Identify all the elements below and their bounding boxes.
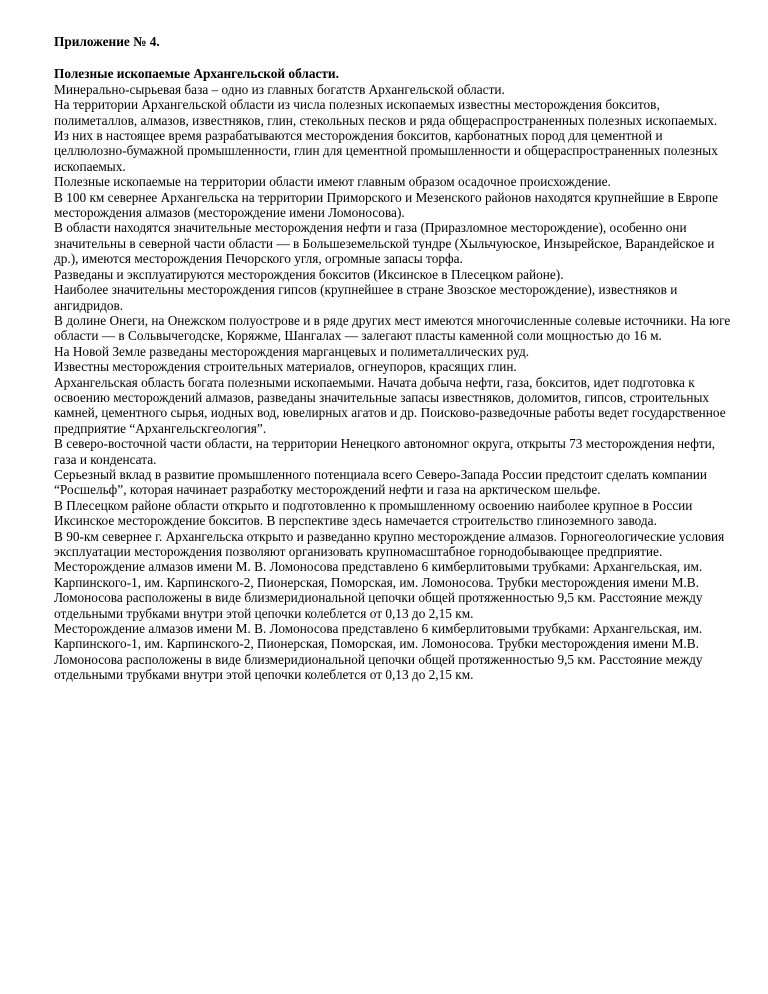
paragraph: В северо-восточной части области, на территории Ненецкого автономног округа, открыты 73 месторождения нефти, газа и конденсата. bbox=[54, 436, 716, 467]
paragraph: Полезные ископаемые на территории области имеют главным образом осадочное происхождение. bbox=[54, 174, 611, 190]
paragraph: Из них в настоящее время разрабатываются месторождения бокситов, карбонатных пород для цементной и целлюлозно-бумажной промышленности, глин для цементной промышленности и общераспространенных полезных ископаемых. bbox=[54, 128, 718, 174]
paragraph: В 100 км севернее Архангельска на территории Приморского и Мезенского районов находятся крупнейшие в Европе месторождения алмазов (месторождение имени Ломоносова). bbox=[54, 189, 718, 221]
paragraph: Наиболее значительны месторождения гипсов (крупнейшее в стране Звозское месторождение), известняков и ангидридов. bbox=[54, 282, 678, 313]
appendix-label: Приложение № 4. bbox=[54, 34, 160, 49]
paragraph: В Плесецком районе области открыто и подготовленно к промышленному освоению наиболее крупное в России Иксинское месторождение бокситов. В перспективе здесь намечается строительство глиноземного завода. bbox=[54, 497, 693, 529]
paragraph: В области находятся значительные месторождения нефти и газа (Приразломное месторождение), особенно они значительны в северной части области — в Большеземельской тундре (Хыльчуюское, Инзырейское, Варандейское и др.), имеются месторождения Печорского угля, огромные запасы торфа. bbox=[54, 220, 715, 267]
paragraph: Месторождение алмазов имени М. В. Ломоносова представлено 6 кимберлитовыми трубками: Архангельская, им. Карпинского-1, им. Карпинского-2, Пионерская, Поморская, им. Ломоносова. Трубки месторождения имени М.В. Ломоносова расположены в виде близмеридиональной цепочки общей протяженностью 9,5 км. Расстояние между отдельными трубками внутри этой цепочки колеблется от 0,13 до 2,15 км. bbox=[54, 621, 703, 683]
paragraph: Серьезный вклад в развитие промышленного потенциала всего Северо-Запада России предстоит сделать компании “Росшельф”, которая начинает разработку месторождений нефти и газа на арктическом шельфе. bbox=[54, 466, 707, 498]
paragraph: В долине Онеги, на Онежском полуострове и в ряде других мест имеются многочисленные солевые источники. На юге области — в Сольвычегодске, Коряжме, Шангалах — залегают пласты каменной соли мощностью до 16 м. bbox=[54, 312, 731, 344]
paragraph: На Новой Земле разведаны месторождения марганцевых и полиметаллических руд. bbox=[54, 343, 530, 359]
document-page bbox=[54, 34, 734, 683]
paragraph: В 90-км севернее г. Архангельска открыто и разведанно крупно месторождение алмазов. Горногеологические условия эксплуатации месторождения позволяют организовать крупномасштабное горнодобывающее предприятие. bbox=[54, 528, 725, 559]
paragraph: Разведаны и эксплуатируются месторождения бокситов (Иксинское в Плесецком районе). bbox=[54, 266, 564, 282]
section-heading: Полезные ископаемые Архангельской области. bbox=[54, 66, 339, 82]
paragraph: Месторождение алмазов имени М. В. Ломоносова представлено 6 кимберлитовыми трубками: Архангельская, им. Карпинского-1, им. Карпинского-2, Пионерская, Поморская, им. Ломоносова. Трубки месторождения имени М.В. Ломоносова расположены в виде близмеридиональной цепочки общей протяженностью 9,5 км. Расстояние между отдельными трубками внутри этой цепочки колеблется от 0,13 до 2,15 км. bbox=[54, 559, 703, 621]
paragraph: Известны месторождения строительных материалов, огнеупоров, красящих глин. bbox=[54, 359, 517, 375]
paragraph: Архангельская область богата полезными ископаемыми. Начата добыча нефти, газа, бокситов, идет подготовка к освоению месторождений алмазов, разведаны значительные запасы известняков, доломитов, гипсов, строительных камней, цементного сырья, иодных вод, ювелирных агатов и др. Поисково-разведочные работы ведет государственное предприятие “Архангельскгеология”. bbox=[54, 374, 726, 436]
paragraph: На территории Архангельской области из числа полезных ископаемых известны месторождения бокситов, полиметаллов, алмазов, известняков, глин, стекольных песков и ряда общераспространенных полезных ископаемых. bbox=[54, 97, 718, 128]
paragraph: Минерально-сырьевая база – одно из главных богатств Архангельской области. bbox=[54, 81, 505, 97]
